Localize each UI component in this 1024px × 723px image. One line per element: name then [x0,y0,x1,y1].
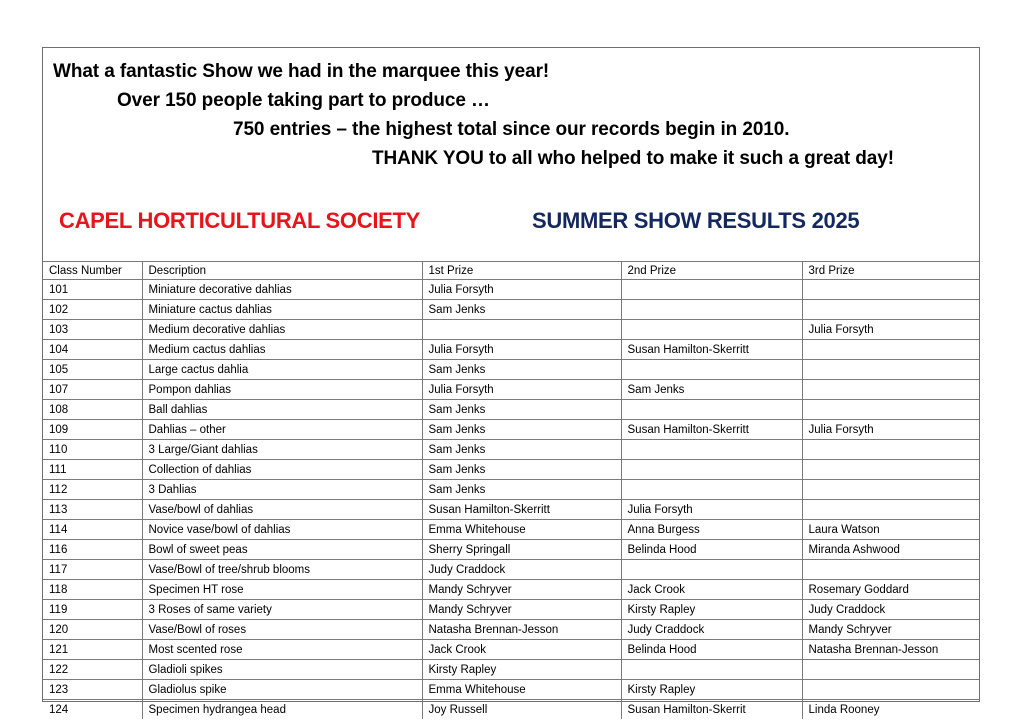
second-prize-cell: Julia Forsyth [621,500,802,520]
third-prize-cell: Julia Forsyth [802,420,979,440]
class-number-cell: 122 [43,660,142,680]
description-cell: Specimen hydrangea head [142,700,422,720]
description-cell: Most scented rose [142,640,422,660]
first-prize-cell: Julia Forsyth [422,280,621,300]
third-prize-cell [802,360,979,380]
first-prize-cell: Sam Jenks [422,440,621,460]
intro-line-1: What a fantastic Show we had in the marquee this year! [53,61,550,82]
first-prize-cell: Emma Whitehouse [422,520,621,540]
class-number-cell: 104 [43,340,142,360]
first-prize-cell: Sam Jenks [422,460,621,480]
description-cell: Medium cactus dahlias [142,340,422,360]
second-prize-cell [621,300,802,320]
first-prize-cell: Julia Forsyth [422,380,621,400]
first-prize-cell: Mandy Schryver [422,600,621,620]
second-prize-cell [621,440,802,460]
second-prize-cell: Belinda Hood [621,540,802,560]
header-1st-prize: 1st Prize [422,262,621,280]
description-cell: Collection of dahlias [142,460,422,480]
class-number-cell: 105 [43,360,142,380]
class-number-cell: 116 [43,540,142,560]
table-row [43,560,979,580]
description-cell: Dahlias – other [142,420,422,440]
table-row [43,680,979,700]
class-number-cell: 121 [43,640,142,660]
header-class-number: Class Number [43,262,142,280]
first-prize-cell: Mandy Schryver [422,580,621,600]
table-row [43,340,979,360]
class-number-cell: 110 [43,440,142,460]
class-number-cell: 107 [43,380,142,400]
first-prize-cell: Jack Crook [422,640,621,660]
description-cell: 3 Large/Giant dahlias [142,440,422,460]
table-row [43,660,979,680]
third-prize-cell [802,680,979,700]
third-prize-cell: Mandy Schryver [802,620,979,640]
class-number-cell: 103 [43,320,142,340]
show-results-title: SUMMER SHOW RESULTS 2025 [532,208,860,233]
class-number-cell: 112 [43,480,142,500]
table-row [43,280,979,300]
description-cell: Ball dahlias [142,400,422,420]
second-prize-cell [621,360,802,380]
first-prize-cell: Susan Hamilton-Skerritt [422,500,621,520]
description-cell: Bowl of sweet peas [142,540,422,560]
second-prize-cell [621,460,802,480]
third-prize-cell: Julia Forsyth [802,320,979,340]
second-prize-cell: Belinda Hood [621,640,802,660]
results-table-body [43,280,979,720]
third-prize-cell: Natasha Brennan-Jesson [802,640,979,660]
third-prize-cell [802,460,979,480]
description-cell: Miniature cactus dahlias [142,300,422,320]
table-row [43,480,979,500]
third-prize-cell [802,560,979,580]
description-cell: Gladiolus spike [142,680,422,700]
table-row [43,300,979,320]
second-prize-cell: Susan Hamilton-Skerritt [621,340,802,360]
description-cell: Novice vase/bowl of dahlias [142,520,422,540]
table-row [43,520,979,540]
first-prize-cell: Joy Russell [422,700,621,720]
description-cell: Large cactus dahlia [142,360,422,380]
table-row [43,460,979,480]
second-prize-cell [621,280,802,300]
third-prize-cell [802,500,979,520]
description-cell: 3 Roses of same variety [142,600,422,620]
table-row [43,620,979,640]
class-number-cell: 109 [43,420,142,440]
table-row [43,700,979,720]
class-number-cell: 118 [43,580,142,600]
class-number-cell: 101 [43,280,142,300]
results-document [42,47,980,716]
first-prize-cell: Sam Jenks [422,400,621,420]
second-prize-cell: Anna Burgess [621,520,802,540]
third-prize-cell [802,440,979,460]
first-prize-cell: Judy Craddock [422,560,621,580]
second-prize-cell [621,660,802,680]
third-prize-cell [802,400,979,420]
class-number-cell: 123 [43,680,142,700]
first-prize-cell: Sam Jenks [422,300,621,320]
description-cell: Gladioli spikes [142,660,422,680]
table-row [43,580,979,600]
first-prize-cell: Sam Jenks [422,360,621,380]
class-number-cell: 102 [43,300,142,320]
first-prize-cell: Natasha Brennan-Jesson [422,620,621,640]
third-prize-cell [802,340,979,360]
third-prize-cell: Linda Rooney [802,700,979,720]
description-cell: Pompon dahlias [142,380,422,400]
results-table [43,261,979,719]
table-row [43,380,979,400]
description-cell: Vase/bowl of dahlias [142,500,422,520]
description-cell: Miniature decorative dahlias [142,280,422,300]
description-cell: Vase/Bowl of roses [142,620,422,640]
first-prize-cell [422,320,621,340]
second-prize-cell [621,400,802,420]
third-prize-cell [802,300,979,320]
third-prize-cell: Miranda Ashwood [802,540,979,560]
description-cell: 3 Dahlias [142,480,422,500]
class-number-cell: 119 [43,600,142,620]
class-number-cell: 117 [43,560,142,580]
description-cell: Vase/Bowl of tree/shrub blooms [142,560,422,580]
table-row [43,320,979,340]
second-prize-cell [621,480,802,500]
second-prize-cell [621,560,802,580]
second-prize-cell [621,320,802,340]
intro-line-3: 750 entries – the highest total since our records begin in 2010. [233,119,790,140]
first-prize-cell: Sherry Springall [422,540,621,560]
table-header-row [43,262,979,280]
second-prize-cell: Judy Craddock [621,620,802,640]
description-cell: Medium decorative dahlias [142,320,422,340]
second-prize-cell: Sam Jenks [621,380,802,400]
table-row [43,600,979,620]
second-prize-cell: Kirsty Rapley [621,680,802,700]
third-prize-cell: Rosemary Goddard [802,580,979,600]
second-prize-cell: Susan Hamilton-Skerritt [621,420,802,440]
header-2nd-prize: 2nd Prize [621,262,802,280]
class-number-cell: 108 [43,400,142,420]
first-prize-cell: Emma Whitehouse [422,680,621,700]
table-row [43,400,979,420]
first-prize-cell: Sam Jenks [422,420,621,440]
table-row [43,420,979,440]
first-prize-cell: Julia Forsyth [422,340,621,360]
table-row [43,440,979,460]
third-prize-cell [802,660,979,680]
second-prize-cell: Kirsty Rapley [621,600,802,620]
class-number-cell: 124 [43,700,142,720]
header-3rd-prize: 3rd Prize [802,262,979,280]
table-row [43,500,979,520]
class-number-cell: 111 [43,460,142,480]
header-description: Description [142,262,422,280]
table-row [43,640,979,660]
class-number-cell: 120 [43,620,142,640]
first-prize-cell: Sam Jenks [422,480,621,500]
third-prize-cell [802,480,979,500]
second-prize-cell: Jack Crook [621,580,802,600]
class-number-cell: 113 [43,500,142,520]
second-prize-cell: Susan Hamilton-Skerrit [621,700,802,720]
first-prize-cell: Kirsty Rapley [422,660,621,680]
intro-line-4: THANK YOU to all who helped to make it such a great day! [372,148,894,169]
society-title: CAPEL HORTICULTURAL SOCIETY [59,208,421,233]
intro-line-2: Over 150 people taking part to produce … [117,90,490,111]
table-row [43,360,979,380]
description-cell: Specimen HT rose [142,580,422,600]
third-prize-cell: Laura Watson [802,520,979,540]
third-prize-cell [802,380,979,400]
table-row [43,540,979,560]
third-prize-cell [802,280,979,300]
class-number-cell: 114 [43,520,142,540]
third-prize-cell: Judy Craddock [802,600,979,620]
